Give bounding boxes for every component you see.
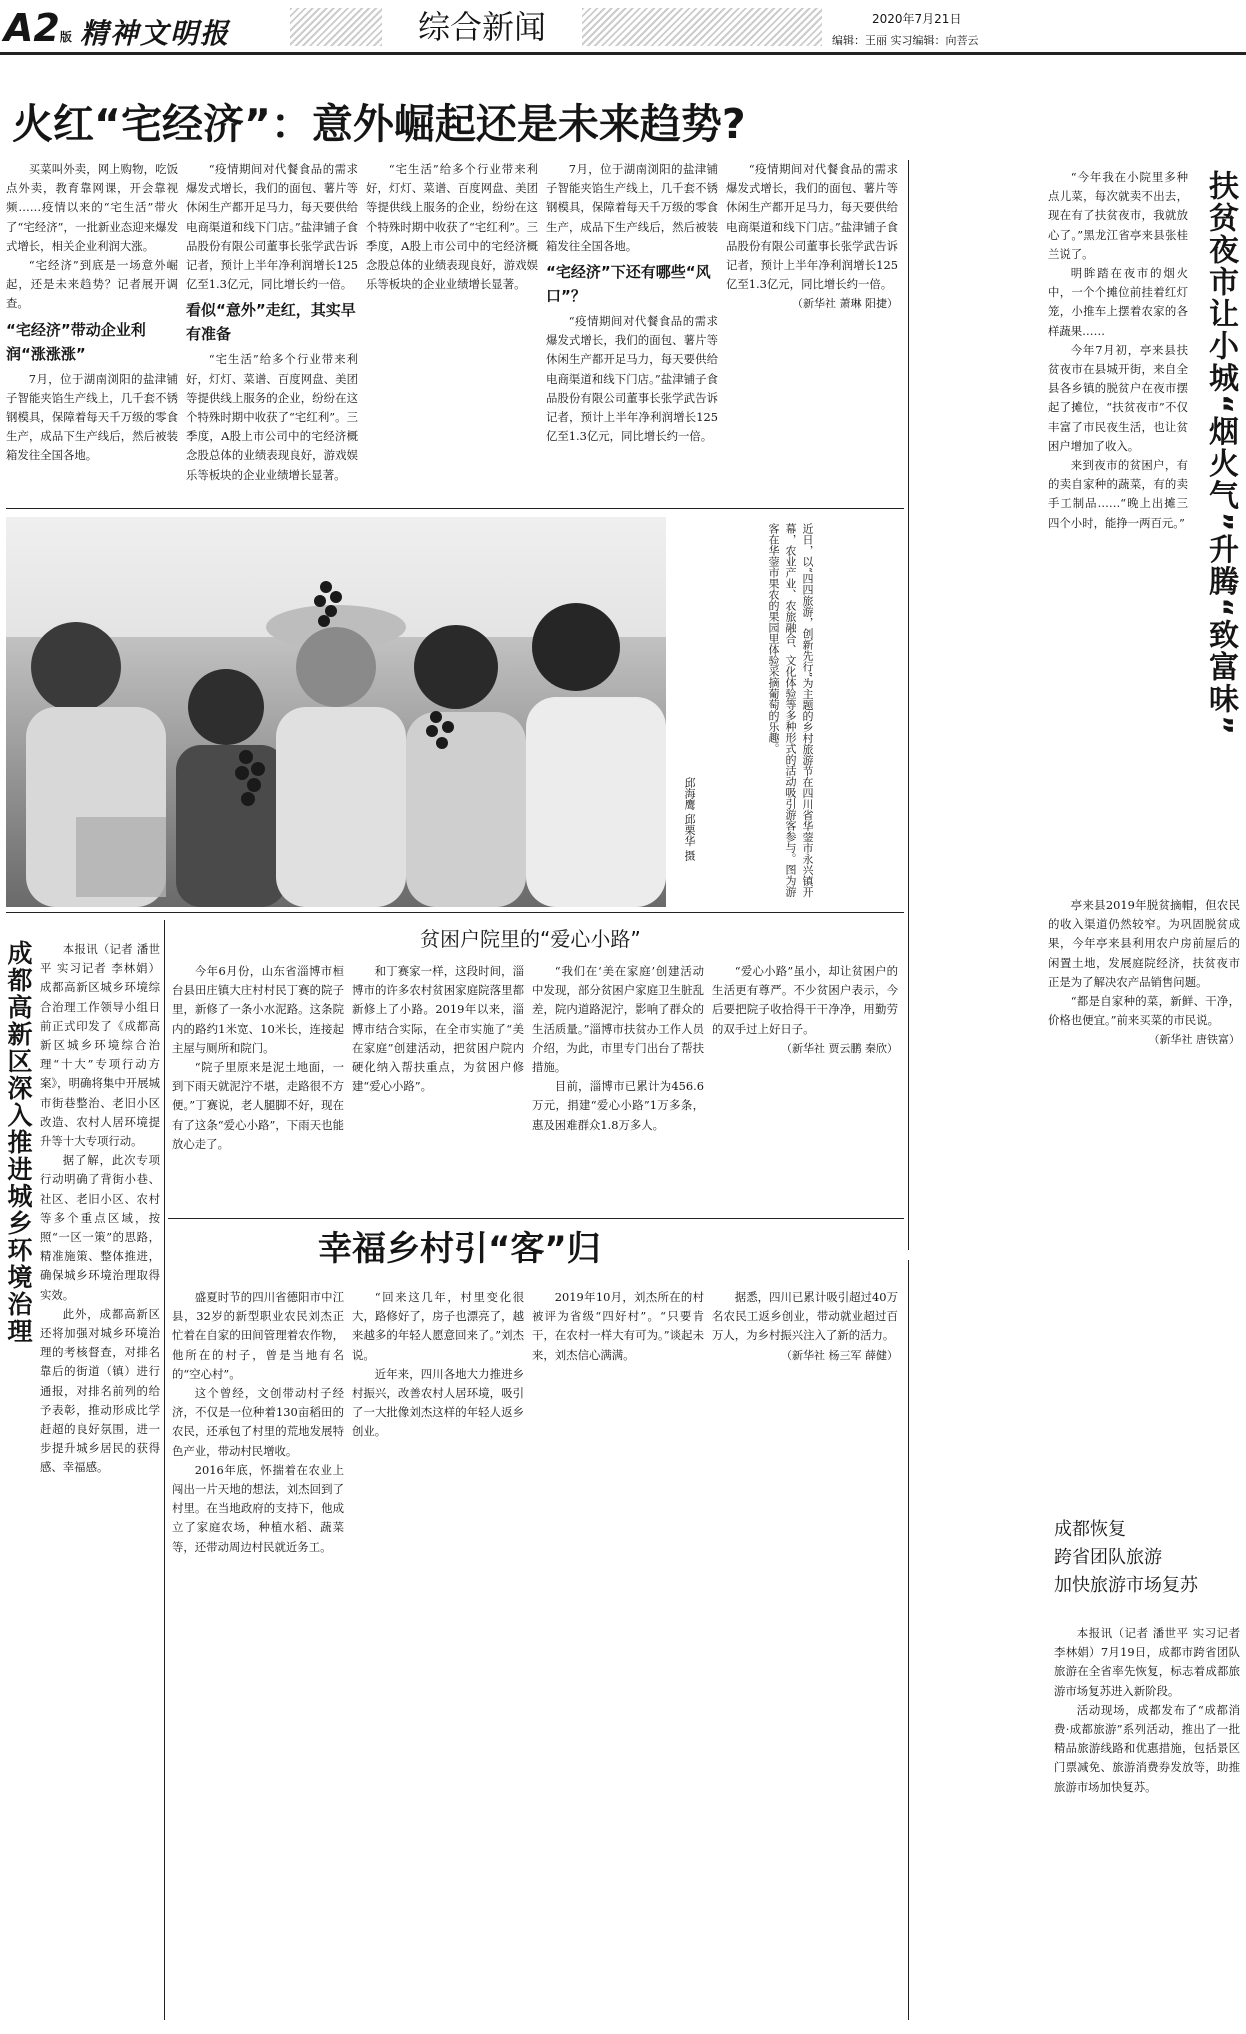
story1-subheading: “宅经济”下还有哪些“风口”？: [546, 263, 711, 306]
story3-byline: （新华社 杨三军 薛健）: [781, 1348, 898, 1362]
side-story1-paragraph: 今年7月初，亭来县扶贫夜市在县城开街，来自全县各乡镇的脱贫户在夜市摆起了摊位，“扶贫夜市”不仅丰富了市民夜生活，也让贫困户增加了收入。: [1048, 342, 1188, 453]
side-story1-paragraph: “今年我在小院里多种点儿菜，每次就卖不出去，现在有了扶贫夜市，我就放心了。”黑龙江省亭来县张桂兰说了。: [1048, 170, 1188, 261]
headline-story3: 幸福乡村引“客”归: [318, 1229, 601, 1269]
editor-credit: 编辑：王丽 实习编辑：向菩云: [832, 34, 979, 47]
story3-column-2: [352, 1288, 524, 2018]
header-rule: [0, 52, 1246, 55]
side-story1-paragraph: 明眸踏在夜市的烟火中，一个个摊位前挂着红灯笼，小推车上摆着农家的各样蔬果……: [1048, 266, 1188, 338]
story1-byline: （新华社 萧琳 阳捷）: [792, 297, 898, 311]
story1-paragraph: “宅生活”给多个行业带来利好，灯灯、菜谱、百度网盘、美团等提供线上服务的企业，纷纷在这个特殊时期中收获了“宅红利”。三季度，A股上市公司中的宅经济概念股总体的业绩表现良好，游戏娱乐等板块的企业业绩增长显著。: [366, 162, 538, 292]
story2-paragraph: “我们在‘美在家庭’创建活动中发现，部分贫困户家庭卫生脏乱差，院内道路泥泞，影响了群众的生活质量。”淄博市扶贫办工作人员介绍，为此，市里专门出台了帮扶措施。: [532, 964, 704, 1075]
side-story3-paragraph: 活动现场，成都发布了“成都消费·成都旅游”系列活动，推出了一批精品旅游线路和优惠措施，包括景区门票减免、旅游消费券发放等，助推旅游市场加快复苏。: [1054, 1702, 1240, 1794]
section-title: 综合新闻: [417, 8, 546, 46]
side-story1-body: [1048, 168, 1188, 888]
story2-paragraph: 目前，淄博市已累计为456.6万元，捐建“爱心小路”1万多条，惠及困难群众1.8万多人。: [532, 1079, 704, 1132]
story2-column-2: [352, 962, 524, 1212]
side-story3-headline: [1054, 1516, 1198, 1600]
story1-column-1: [6, 160, 178, 500]
story2-paragraph: “院子里原来是泥土地面，一到下雨天就泥泞不堪，走路很不方便。”丁赛说，老人腿脚不好，现在有了这条“爱心小路”，下雨天也能放心走了。: [172, 1060, 344, 1151]
side-story3-paragraph: 本报讯（记者 潘世平 实习记者 李林娟）7月19日，成都市跨省团队旅游在全省率先恢复，标志着成都旅游市场复苏进入新阶段。: [1054, 1626, 1240, 1698]
story1-column-3: [366, 160, 538, 500]
story1-column-2: [186, 160, 358, 500]
story2-column-3: [532, 962, 704, 1212]
story1-subheading: 看似“意外”走红，其实早有准备: [186, 301, 356, 344]
story3-paragraph: 盛夏时节的四川省德阳市中江县，32岁的新型职业农民刘杰正忙着在自家的田间管理着农作物，他所在的村子，曾是当地有名的“空心村”。: [172, 1290, 344, 1381]
side-story2-headline: 成都高新区深入推进城乡环境治理: [4, 940, 33, 1345]
story3-paragraph: 这个曾经，文创带动村子经济，不仅是一位种着130亩稻田的农民，还承包了村里的荒地发展特色产业，带动村民增收。: [172, 1386, 344, 1458]
column-rule: [908, 160, 909, 1250]
side-story1-byline: （新华社 唐铁富）: [1148, 1033, 1240, 1047]
column-rule: [908, 1260, 909, 2020]
side-story2-paragraph: 据了解，此次专项行动明确了背街小巷、社区、老旧小区、农村等多个重点区域，按照“一区一策”的思路，精准施策、整体推进，确保城乡环境治理取得实效。: [40, 1153, 160, 1302]
side-story1-paragraph: 来到夜市的贫困户，有的卖自家种的蔬菜，有的卖手工制品……“晚上出摊三四个小时，能挣一两百元。”: [1048, 458, 1188, 530]
story2-paragraph: 和丁赛家一样，这段时间，淄博市的许多农村贫困家庭院落里都新修上了小路。2019年以来，淄博市结合实际，在全市实施了“美在家庭”创建活动，把贫困户院内硬化纳入帮扶重点，为贫困户修建“爱心小路”。: [352, 964, 524, 1094]
side-story3-body: [1054, 1624, 1240, 2024]
story2-paragraph: 今年6月份，山东省淄博市桓台县田庄镇大庄村村民丁赛的院子里，新修了一条小水泥路。这条院内的路约1米宽、10米长，连接起主屋与厕所和院门。: [172, 964, 344, 1055]
column-rule: [164, 920, 165, 2020]
story3-column-3: [532, 1288, 704, 2018]
side-story1-paragraph: 亭来县2019年脱贫摘帽，但农民的收入渠道仍然较窄。为巩固脱贫成果，今年亭来县利用农户房前屋后的闲置土地，发展庭院经济，扶贫夜市正是为了解决农产品销售问题。: [1048, 898, 1240, 989]
story2-column-4: [712, 962, 898, 1212]
story3-paragraph: 2016年底，怀揣着在农业上闯出一片天地的想法，刘杰回到了村里。在当地政府的支持下，他成立了家庭农场，种植水稻、蔬菜等，还带动周边村民就近务工。: [172, 1462, 344, 1554]
side-story2-paragraph: 本报讯（记者 潘世平 实习记者 李林娟）成都高新区城乡环境综合治理工作领导小组日前正式印发了《成都高新区城乡环境综合治理“十大”专项行动方案》，明确将集中开展城市街巷整治、老旧小区改造、农村人居环境提升等十大专项行动。: [40, 942, 160, 1149]
divider: [6, 912, 904, 913]
side-story1-headline: 扶贫夜市让小城“烟火气”升腾“致富味”: [1203, 170, 1238, 737]
headline-story2: 贫困户院里的“爱心小路”: [420, 927, 641, 951]
story3-paragraph: “回来这几年，村里变化很大，路修好了，房子也漂亮了，越来越多的年轻人愿意回来了。”刘杰说。: [352, 1290, 524, 1362]
story2-column-1: [172, 962, 344, 1212]
story1-paragraph: “疫情期间对代餐食品的需求爆发式增长，我们的面包、薯片等休闲生产都开足马力，每天要供给电商渠道和线下门店。”盐津铺子食品股份有限公司董事长张学武告诉记者，预计上半年净利润增长125亿至1.3亿元，同比增长约一倍。: [186, 162, 358, 292]
story3-paragraph: 近年来，四川各地大力推进乡村振兴，改善农村人居环境，吸引了一大批像刘杰这样的年轻人返乡创业。: [352, 1366, 524, 1439]
story1-paragraph: 7月，位于湖南浏阳的盐津铺子智能夹馅生产线上，几千套不锈钢模具，保障着每天千万级的零食生产，成品下生产线后，然后被装箱发往全国各地。: [6, 371, 178, 463]
story1-paragraph: “宅生活”给多个行业带来利好，灯灯、菜谱、百度网盘、美团等提供线上服务的企业，纷纷在这个特殊时期中收获了“宅红利”。三季度，A股上市公司中的宅经济概念股总体的业绩表现良好，游戏娱乐等板块的企业业绩增长显著。: [186, 352, 358, 482]
story1-column-5: [726, 160, 898, 500]
story2-byline: （新华社 贾云鹏 秦欣）: [781, 1041, 898, 1055]
story1-subheading: “宅经济”带动企业利润“涨涨涨”: [6, 320, 146, 363]
page-number: A2版: [4, 6, 72, 50]
story2-paragraph: “爱心小路”虽小，却让贫困户的生活更有尊严。不少贫困户表示，今后要把院子收拾得干干净净，用勤劳的双手过上好日子。: [712, 964, 898, 1036]
story3-column-4: [712, 1288, 898, 2018]
masthead: 精神文明报: [80, 17, 231, 50]
story1-column-4: [546, 160, 718, 500]
side-story1-paragraph: “都是自家种的菜，新鲜、干净，价格也便宜。”前来买菜的市民说。: [1048, 994, 1240, 1028]
story3-paragraph: 2019年10月，刘杰所在的村被评为省级“四好村”。“只要肯干，在农村一样大有可为。”谈起未来，刘杰信心满满。: [532, 1290, 704, 1362]
side-story3-headline-line: 成都恢复: [1054, 1519, 1126, 1540]
issue-date: 2020年7月21日: [872, 12, 962, 26]
grape-harvest-photo: [6, 517, 904, 907]
side-story2-body: [40, 940, 160, 2020]
divider: [168, 1218, 904, 1219]
photo-credit: 邱海鹰 邱栗华 摄: [683, 777, 696, 861]
photo-caption: 近日，以“四四旅游，创新先行”为主题的乡村旅游节在四川省华蓥市永兴镇开幕，农业产业、农旅融合、文化体验等多种形式的活动吸引游客参与。图为游客在华蓥市果农的果园里体验采摘葡萄的乐趣。: [767, 523, 814, 898]
side-story2-paragraph: 此外，成都高新区还将加强对城乡环境治理的考核督查，对排名靠后的街道（镇）进行通报，对排名前列的给予表彰，推动形成比学赶超的良好氛围，进一步提升城乡居民的获得感、幸福感。: [40, 1306, 160, 1475]
story3-paragraph: 据悉，四川已累计吸引超过40万名农民工返乡创业，带动就业超过百万人，为乡村振兴注入了新的活力。: [712, 1290, 898, 1343]
story1-paragraph: 7月，位于湖南浏阳的盐津铺子智能夹馅生产线上，几千套不锈钢模具，保障着每天千万级的零食生产，成品下生产线后，然后被装箱发往全国各地。: [546, 162, 718, 253]
story1-paragraph: “宅经济”到底是一场意外崛起，还是未来趋势？记者展开调查。: [6, 258, 178, 311]
story1-paragraph: “疫情期间对代餐食品的需求爆发式增长，我们的面包、薯片等休闲生产都开足马力，每天要供给电商渠道和线下门店。”盐津铺子食品股份有限公司董事长张学武告诉记者，预计上半年净利润增长125亿至1.3亿元，同比增长约一倍。: [546, 314, 718, 444]
side-story3-headline-line: 跨省团队旅游: [1054, 1547, 1162, 1568]
story3-column-1: [172, 1288, 344, 2018]
header-decoration-right: [582, 8, 822, 46]
divider: [6, 508, 904, 509]
story1-paragraph: “疫情期间对代餐食品的需求爆发式增长，我们的面包、薯片等休闲生产都开足马力，每天要供给电商渠道和线下门店。”盐津铺子食品股份有限公司董事长张学武告诉记者，预计上半年净利润增长125亿至1.3亿元，同比增长约一倍。: [726, 162, 898, 292]
side-story1-body-lower: [1048, 896, 1240, 1246]
side-story3-headline-line: 加快旅游市场复苏: [1054, 1575, 1198, 1596]
story1-paragraph: 买菜叫外卖，网上购物，吃饭点外卖，教育靠网课，开会靠视频……疫情以来的“宅生活”带火了“宅经济”，一批新业态迎来爆发式增长，相关企业利润大涨。: [6, 162, 178, 253]
headline-story1: 火红“宅经济”：意外崛起还是未来趋势?: [12, 100, 746, 148]
header-decoration: [290, 8, 382, 46]
